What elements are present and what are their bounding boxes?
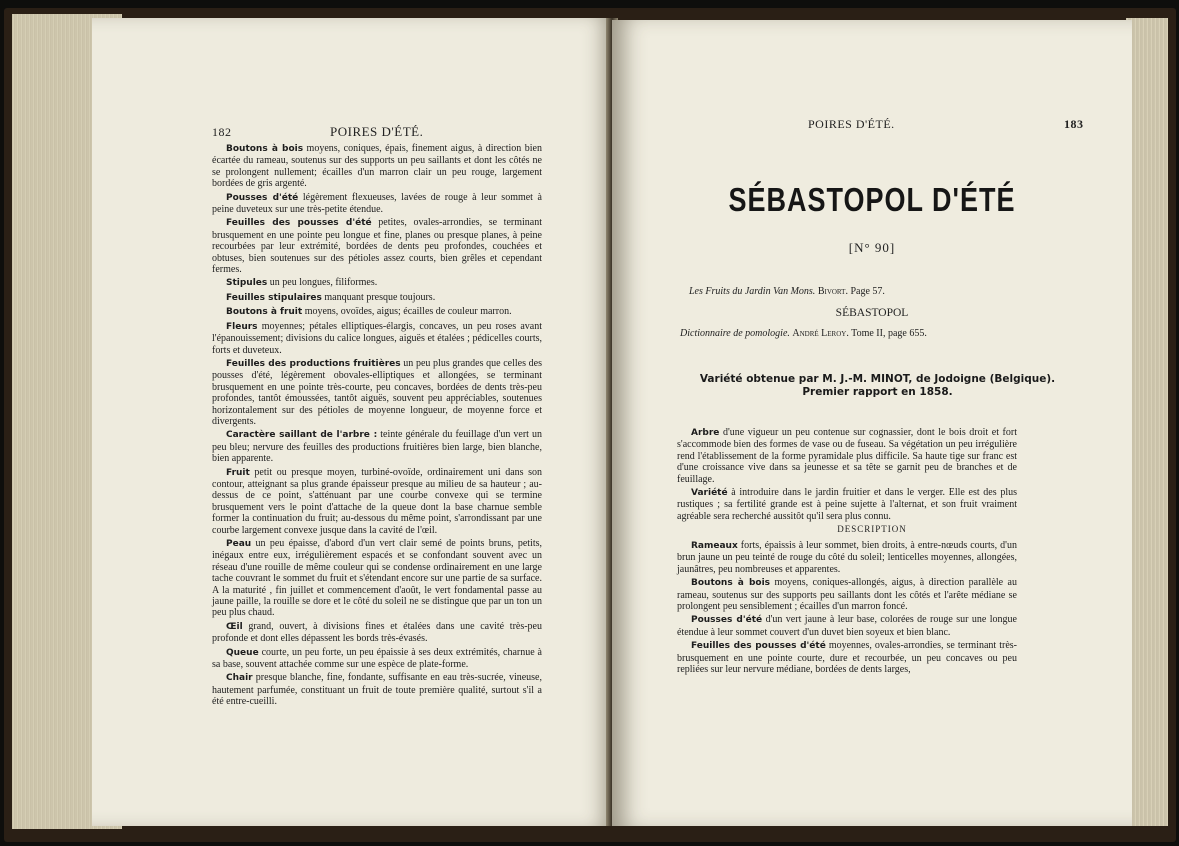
synonym: SÉBASTOPOL — [835, 307, 909, 319]
left-term: Œil — [226, 621, 243, 632]
left-text: moyens, ovoïdes, aigus; écailles de couleur marron. — [302, 306, 512, 318]
left-paragraph — [212, 647, 542, 671]
reference-2-author: André Leroy. — [792, 328, 849, 339]
left-paragraph — [212, 292, 542, 304]
paragraph-variete: Variété à introduire dans le jardin fruitier et dans le verger. Elle est des plus rustiques ; sa fertilité grande est à peine sujette à l'alternat, et son fruit vraiment agréable sera recherché aussitôt qu'il sera plus connu. — [677, 487, 1017, 522]
left-text: un peu épaisse, d'abord d'un vert clair semé de points bruns, petits, inégaux entre eux, irrégulièrement espacés et se confondant souvent avec un réseau d'une rouille de même couleur qui se condense ordinairement en une large tache couvrant le sommet du fruit et s'étendant encore sur une partie de sa surface. A la maturité , fin juillet et commencement d'août, le vert fondamental passe au jaune paille, la rouille se dore et le côté du soleil ne se distingue que par un ton un peu plus chaud. — [212, 538, 542, 619]
left-text: petites, ovales-arrondies, se terminant brusquement en une pointe peu longue et fine, planes ou presque planes, à peine recourbées par leur extrémité, bordées de dents peu profondes, couchées et obtuses, bien soutenues sur des pétioles assez courts, bien grêles et cependant fermes. — [212, 217, 542, 276]
right-page — [612, 20, 1132, 826]
left-text: un peu longues, filiformes. — [267, 277, 378, 289]
right-description-text — [677, 540, 1017, 677]
left-term: Pousses d'été — [226, 192, 299, 203]
desc-term: Boutons à bois — [691, 578, 771, 589]
right-page-number: 183 — [1064, 117, 1084, 131]
variety-number: [N° 90] — [848, 240, 896, 255]
left-text: grand, ouvert, à divisions fines et étalées dans une cavité très-peu profonde et dont elles dépassent les bords très-évasés. — [212, 620, 542, 645]
desc-paragraph — [677, 640, 1017, 675]
left-body-text — [212, 143, 542, 710]
desc-term: Feuilles des pousses d'été — [691, 641, 826, 652]
left-term: Fruit — [226, 467, 250, 478]
left-text: petit ou presque moyen, turbiné-ovoïde, ordinairement uni dans son contour, atteignant sa plus grande épaisseur presque au milieu de sa hauteur ; au-dessus de ce point, s'atténuant par une courbe convexe qui se termine brusquement vers le point d'attache de la queue dont la base charnue semble former la continuation du fruit; au-dessous du même point, s'arrondissant par une courbe largement convexe jusque dans la cavité de l'œil. — [212, 466, 542, 536]
desc-text: d'un vert jaune à leur base, colorées de rouge sur une longue étendue à leur sommet couvert d'un duvet bien soyeux et bien blanc. — [677, 614, 1017, 638]
left-text: manquant presque toujours. — [321, 291, 436, 303]
reference-1-page: Page 57. — [850, 286, 885, 297]
left-term: Feuilles des productions fruitières — [226, 358, 401, 369]
left-paragraph — [212, 672, 542, 707]
reference-1-author: Bivort. — [817, 286, 848, 297]
left-text: moyens, coniques, épais, finement aigus, à direction bien écartée du rameau, soutenus sur des supports un peu saillants et dont les côtés ne se prolongent nullement; écailles d'un marron clair un peu rouge, largement bordées de gris argenté. — [212, 143, 542, 190]
desc-term: Pousses d'été — [691, 615, 763, 626]
desc-text: forts, épaissis à leur sommet, bien droits, à entre-nœuds courts, d'un brun jaune un peu teinté de rouge du côté du soleil; lenticelles moyennes, allongées, jaunâtres, peu nombreuses et apparentes. — [677, 540, 1017, 575]
desc-paragraph — [677, 577, 1017, 612]
desc-paragraph — [677, 540, 1017, 575]
left-term: Feuilles des pousses d'été — [226, 218, 372, 229]
desc-paragraph — [677, 614, 1017, 638]
left-page-number: 182 — [212, 125, 232, 139]
left-paragraph — [212, 306, 542, 318]
reference-2-title: Dictionnaire de pomologie. — [680, 328, 790, 339]
left-paragraph — [212, 467, 542, 536]
left-term: Boutons à bois — [226, 144, 304, 154]
right-intro-text — [677, 427, 1017, 524]
variety-title: SÉBASTOPOL D'ÉTÉ — [728, 181, 1016, 219]
left-paragraph — [212, 143, 542, 190]
left-running-head: POIRES D'ÉTÉ. — [330, 124, 424, 139]
desc-term: Rameaux — [691, 541, 738, 551]
right-running-head: POIRES D'ÉTÉ. — [808, 117, 895, 131]
left-paragraph — [212, 538, 542, 619]
left-paragraph — [212, 192, 542, 216]
right-page-edges — [1126, 18, 1168, 826]
desc-text: moyens, coniques-allongés, aigus, à direction parallèle au rameau, soutenus sur des supports peu saillants dont les côtés et l'arête médiane se prolongent peu sensiblement ; écailles d'un marron foncé. — [677, 577, 1017, 613]
paragraph-arbre: Arbre d'une vigueur un peu contenue sur cognassier, dont le bois droit et fort s'accommode bien des formes de vase ou de fuseau. Sa végétation un peu irrégulière rend l'établissement de la forme pyramidale plus difficile. Sa haute tige sur franc est d'une croissance vive dans sa jeunesse et sa tête se garnit peu de branches et de feuillage. — [677, 427, 1017, 485]
left-paragraph — [212, 429, 542, 464]
left-text: courte, un peu forte, un peu épaissie à ses deux extrémités, charnue à sa base, souvent attachée comme sur une espèce de plate-forme. — [212, 646, 542, 671]
left-term: Boutons à fruit — [226, 307, 303, 318]
reference-1 — [689, 286, 885, 297]
left-term: Feuilles stipulaires — [226, 292, 322, 303]
left-text: presque blanche, fine, fondante, suffisante en eau très-sucrée, vineuse, hautement parfumée, constituant un fruit de toute première qualité, surtout s'il a été entre-cueilli. — [212, 672, 542, 708]
left-term: Queue — [226, 647, 259, 658]
left-term: Caractère saillant de l'arbre : — [226, 430, 378, 441]
reference-1-title: Les Fruits du Jardin Van Mons. — [689, 286, 816, 297]
left-term: Chair — [226, 673, 253, 684]
left-text: teinte générale du feuillage d'un vert un peu bleu; nervure des feuilles des productions fruitières bien large, bien blanche, bien apparente. — [212, 429, 542, 465]
left-paragraph — [212, 277, 542, 289]
left-term: Fleurs — [226, 321, 258, 332]
desc-text: moyennes, ovales-arrondies, se terminant très-brusquement en une pointe courte, dure et recourbée, un peu concaves ou peu repliées sur leur nervure médiane, bordées de dents larges, — [677, 640, 1017, 676]
variety-origin-line-2: Premier rapport en 1858. — [802, 385, 953, 398]
left-text: moyennes; pétales elliptiques-élargis, concaves, un peu roses avant l'épanouissement; divisions du calice longues, aiguës et étalées ; pédicelles courts, forts et duveteux. — [212, 320, 542, 356]
reference-2 — [680, 328, 927, 339]
term-variete: Variété — [691, 488, 728, 499]
left-paragraph — [212, 321, 542, 356]
left-paragraph — [212, 358, 542, 427]
description-heading: DESCRIPTION — [837, 524, 907, 534]
left-paragraph — [212, 621, 542, 645]
reference-2-page: Tome II, page 655. — [851, 328, 927, 339]
term-arbre: Arbre — [691, 428, 720, 438]
left-term: Peau — [226, 539, 252, 549]
left-paragraph — [212, 217, 542, 275]
variety-origin — [675, 373, 1080, 398]
variety-origin-line-1: Variété obtenue par M. J.-M. MINOT, de Jodoigne (Belgique). — [699, 373, 1056, 385]
left-term: Stipules — [226, 278, 268, 289]
left-text: légèrement flexueuses, lavées de rouge à leur sommet à peine duveteux sur une très-petite étendue. — [212, 191, 542, 216]
left-text: un peu plus grandes que celles des pousses d'été, légèrement obovales-elliptiques et allongées, se terminant brusquement en une pointe très-courte, peu concaves, bordées de dents très-peu profondes, tantôt émoussées, tantôt aiguës, souvent peu appréciables, soutenues horizontalement sur des pétioles de moyenne longueur, de moyenne force et divergents. — [212, 357, 542, 427]
